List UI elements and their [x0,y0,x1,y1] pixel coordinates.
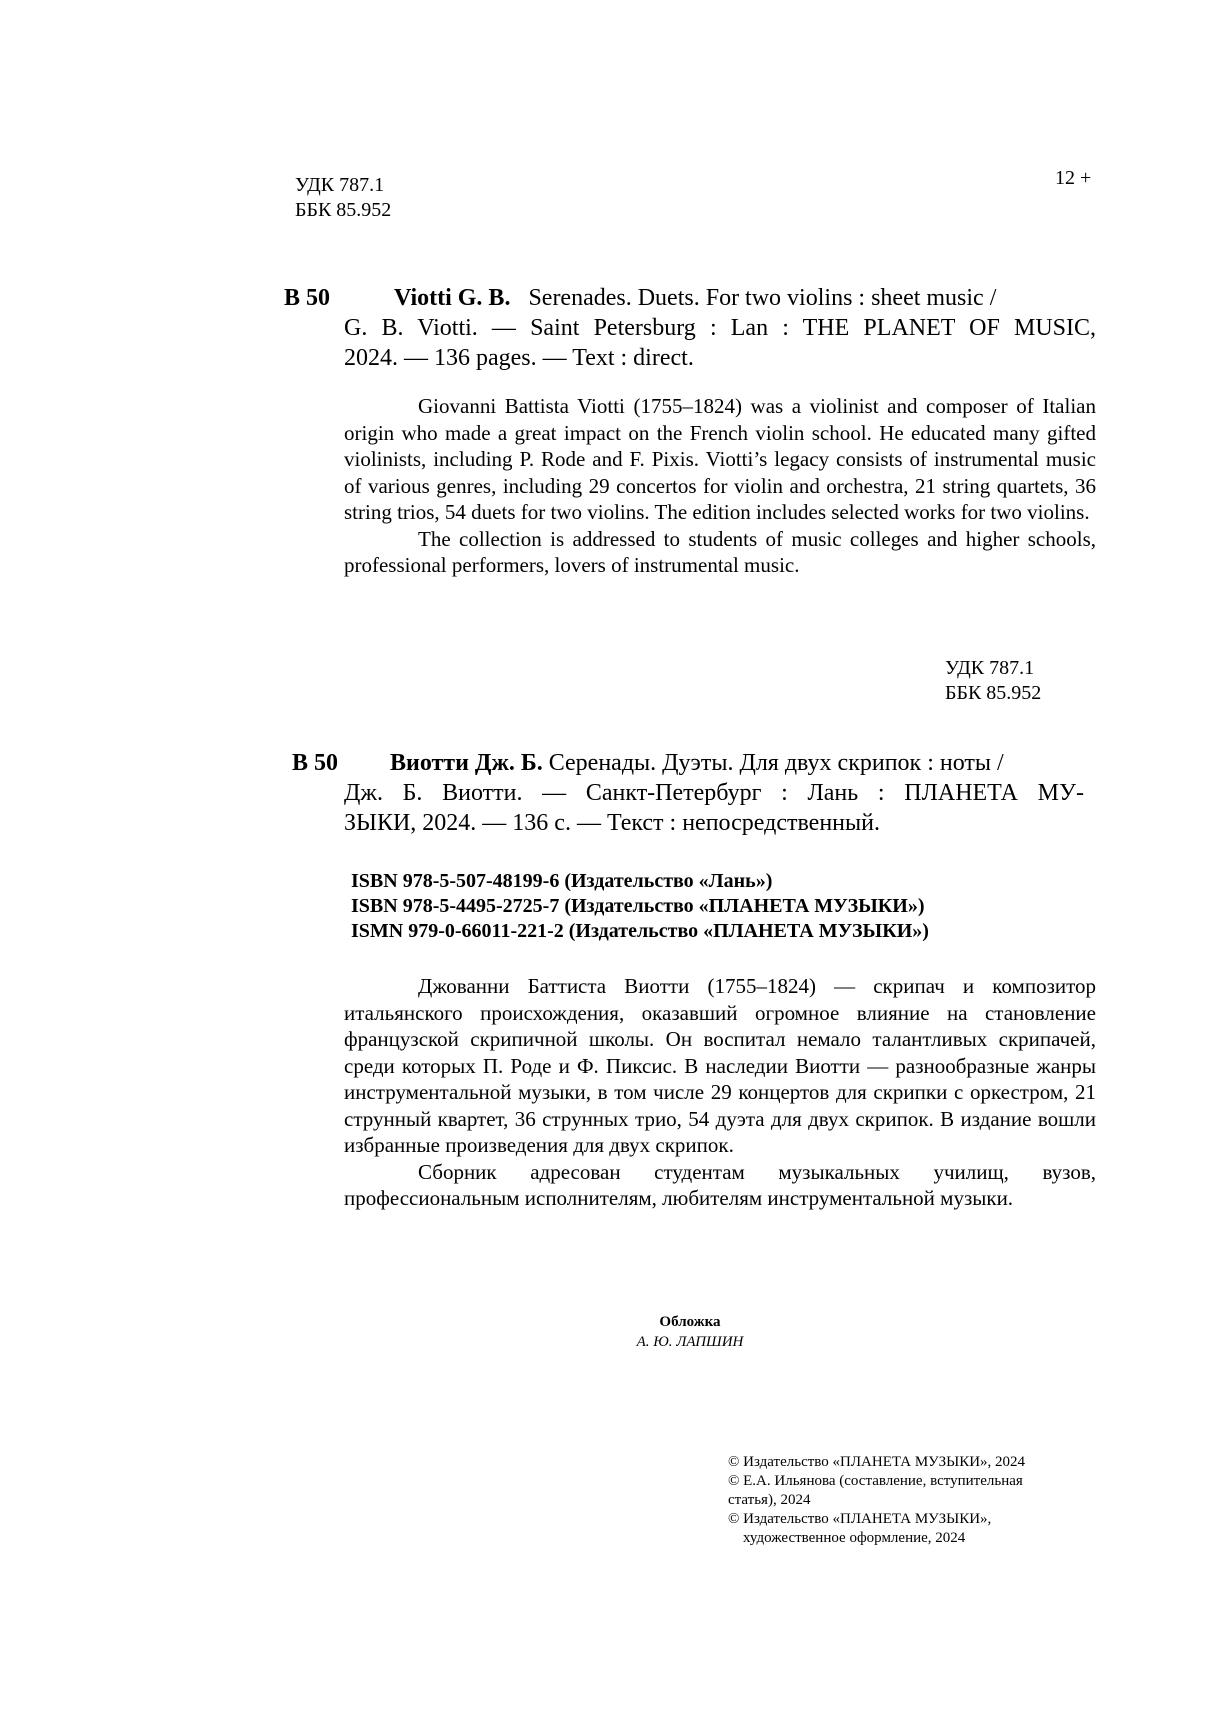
author-name: Виотти Дж. Б. [390,750,543,776]
classification-block-ru [945,656,1041,706]
author-code: В 50 [284,285,331,311]
age-rating: 12 + [1055,167,1092,189]
abstract-paragraph: The collection is addressed to students of music colleges and higher schools, professional performers, lovers of instrumental music. [344,526,1096,577]
bbk-code: ББК 85.952 [295,199,392,221]
isbn-line: ISBN 978-5-507-48199-6 (Издательство «Лань») [351,870,773,892]
title-line: Дж. Б. Виотти. — Санкт-Петербург : Лань : ПЛАНЕТА МУ- [344,780,1084,806]
abstract-paragraph: Giovanni Battista Viotti (1755–1824) was a violinist and composer of Italian origin who made a great impact on the French violin school. He educated many gifted violinists, including P. Rode and F. Pixis. Viotti’s legacy consists of instrumental music of various genres, including 29 concertos for violin and orchestra, 21 string quartets, 36 string trios, 54 duets for two violins. The edition includes selected works for two violins. [344,394,1096,524]
cover-credit [580,1312,800,1352]
isbn-line: ISBN 978-5-4495-2725-7 (Издательство «ПЛАНЕТА МУЗЫКИ») [351,895,925,917]
abstract-paragraph: Сборник адресован студентам музыкальных училищ, вузов, профессиональным исполнителям, любителям инструментальной музыки. [344,1159,1096,1210]
title-line: ЗЫКИ, 2024. — 136 с. — Текст : непосредственный. [344,810,880,836]
udk-code: УДК 787.1 [295,174,385,196]
classification-block-en [295,173,391,223]
title-line: G. B. Viotti. — Saint Petersburg : Lan : THE PLANET OF MUSIC, [344,315,1096,341]
copyright-line: статья), 2024 [728,1492,811,1508]
title-line: Serenades. Duets. For two violins : sheet music / [528,285,997,311]
abstract-en [344,393,1096,579]
author-name: Viotti G. B. [394,285,511,311]
author-code: В 50 [292,750,339,776]
copyright-line: художественное оформление, 2024 [743,1530,966,1546]
cover-label: Обложка [659,1314,721,1330]
ismn-line: ISMN 979-0-66011-221-2 (Издательство «ПЛАНЕТА МУЗЫКИ») [351,920,929,942]
udk-code: УДК 787.1 [945,657,1035,679]
copyright-line: © Издательство «ПЛАНЕТА МУЗЫКИ», [728,1511,992,1527]
title-line: Серенады. Дуэты. Для двух скрипок : ноты / [548,750,1004,776]
bibliographic-record-en [344,283,1096,373]
copyright-line: © Издательство «ПЛАНЕТА МУЗЫКИ», 2024 [728,1454,1026,1470]
abstract-ru [344,973,1096,1212]
copyright-line: © Е.А. Ильянова (составление, вступительная [728,1473,1023,1489]
copyright-block [728,1453,1058,1548]
bibliographic-record-ru [344,748,1084,838]
abstract-paragraph: Джованни Баттиста Виотти (1755–1824) — скрипач и композитор итальянского происхождения, оказавший огромное влияние на становление французской скрипичной школы. Он воспитал немало талантливых скрипачей, среди которых П. Роде и Ф. Пиксис. В наследии Виотти — разнообразные жанры инструментальной музыки, в том числе 29 концертов для скрипки с оркестром, 21 струнный квартет, 36 струнных трио, 54 дуэта для двух скрипок. В издание вошли избранные произведения для двух скрипок. [344,974,1096,1157]
cover-artist: А. Ю. ЛАПШИН [636,1334,744,1350]
bbk-code: ББК 85.952 [945,682,1042,704]
title-line: 2024. — 136 pages. — Text : direct. [344,345,694,371]
isbn-block [351,869,929,944]
